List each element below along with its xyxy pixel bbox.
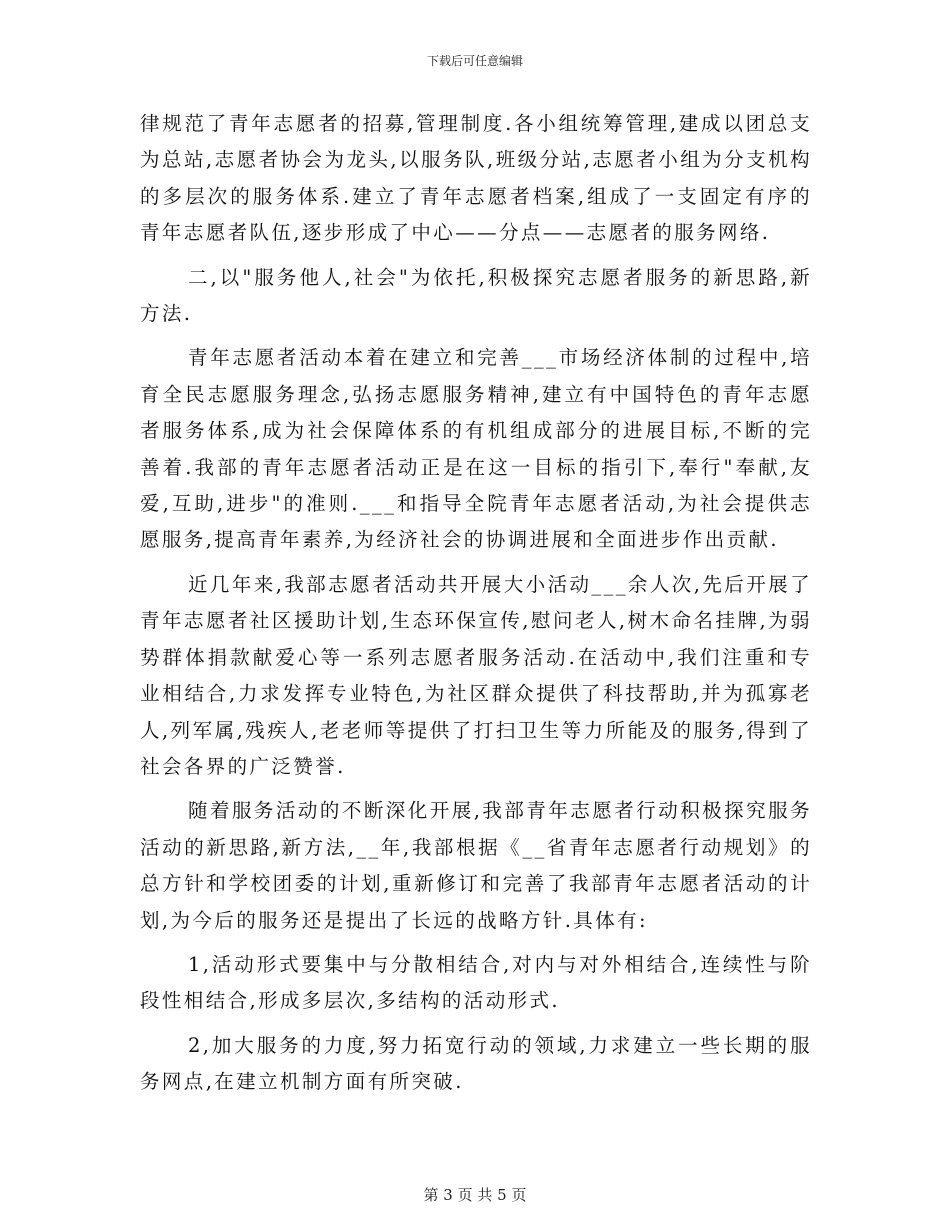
paragraph-4: 近几年来,我部志愿者活动共开展大小活动___余人次,先后开展了青年志愿者社区援助计划,生态环保宣传,慰问老人,树木命名挂牌,为弱势群体捐款献爱心等一系列志愿者服务活动.在活动中,我们注重和专业相结合,力求发挥专业特色,为社区群众提供了科技帮助,并为孤寡老人,列军属,残疾人,老老师等提供了打扫卫生等力所能及的服务,得到了社会各界的广泛赞誉.	[140, 572, 812, 778]
document-body	[140, 106, 812, 1101]
paragraph-2: 二,以"服务他人,社会"为依托,积极探究志愿者服务的新思路,新方法.	[140, 265, 812, 326]
paragraph-6: 1,活动形式要集中与分散相结合,对内与对外相结合,连续性与阶段性相结合,形成多层次,多结构的活动形式.	[140, 952, 812, 1013]
page-number-footer: 第 3 页 共 5 页	[423, 1186, 527, 1204]
paragraph-5: 随着服务活动的不断深化开展,我部青年志愿者行动积极探究服务活动的新思路,新方法,__年,我部根据《__省青年志愿者行动规划》的总方针和学校团委的计划,重新修订和完善了我部青年志愿者活动的计划,为今后的服务还是提出了长远的战略方针.具体有:	[140, 799, 812, 932]
paragraph-3: 青年志愿者活动本着在建立和完善___市场经济体制的过程中,培育全民志愿服务理念,弘扬志愿服务精神,建立有中国特色的青年志愿者服务体系,成为社会保障体系的有机组成部分的进展目标,不断的完善着.我部的青年志愿者活动正是在这一目标的指引下,奉行"奉献,友爱,互助,进步"的准则.___和指导全院青年志愿者活动,为社会提供志愿服务,提高青年素养,为经济社会的协调进展和全面进步作出贡献.	[140, 346, 812, 552]
paragraph-1: 律规范了青年志愿者的招募,管理制度.各小组统筹管理,建成以团总支为总站,志愿者协会为龙头,以服务队,班级分站,志愿者小组为分支机构的多层次的服务体系.建立了青年志愿者档案,组成了一支固定有序的青年志愿者队伍,逐步形成了中心——分点——志愿者的服务网络.	[140, 112, 812, 245]
paragraph-7: 2,加大服务的力度,努力拓宽行动的领域,力求建立一些长期的服务网点,在建立机制方面有所突破.	[140, 1033, 812, 1094]
page-header: 下载后可任意编辑	[426, 54, 523, 68]
